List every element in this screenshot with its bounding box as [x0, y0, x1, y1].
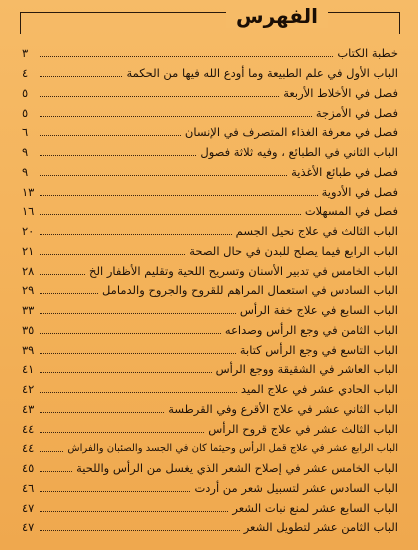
dot-leader: [40, 432, 204, 433]
toc-entry-title: الباب السادس عشر لتسبيل شعر من أردت: [194, 480, 398, 495]
dot-leader: [40, 293, 98, 294]
toc-entry: [22, 479, 398, 499]
page-title: الفهرس: [226, 4, 328, 28]
dot-leader: [40, 511, 228, 512]
toc-entry: [22, 103, 398, 123]
toc-entry: [22, 163, 398, 183]
toc-entry: [22, 518, 398, 538]
toc-entry: [22, 123, 398, 143]
toc-entry-title: الباب السابع في علاج خفة الرأس: [239, 303, 398, 318]
toc-entry-title: الباب الثامن في وجع الرأس وصداعه: [224, 322, 398, 337]
toc-entry: [22, 44, 398, 64]
toc-entry: [22, 498, 398, 518]
toc-entry-title: الباب الثاني في الطبائع ، وفيه ثلاثة فصول: [200, 145, 398, 160]
toc-entry-page-number: ٢٩: [22, 283, 35, 298]
toc-entry: [22, 321, 398, 341]
toc-entry-page-number: ٤٥: [22, 461, 35, 476]
toc-entry-title: فصل في طبائع الأغذية: [291, 164, 398, 179]
toc-entry-page-number: ٤٤: [22, 441, 35, 456]
toc-entry-page-number: ٢٨: [22, 263, 35, 278]
dot-leader: [40, 412, 164, 413]
toc-entry-title: الباب الأول في علم الطبيعة وما أودع الله فيها من الحكمة: [126, 66, 398, 81]
dot-leader: [40, 471, 72, 472]
toc-entry-title: الباب التاسع في وجع الرأس كتابة: [239, 342, 398, 357]
toc-entry-title: فصل في الأمزجة: [315, 105, 398, 120]
dot-leader: [40, 392, 237, 393]
dot-leader: [40, 135, 181, 136]
toc-entry-title: فصل في المسهلات: [304, 204, 398, 219]
dot-leader: [40, 353, 236, 354]
toc-entry: [22, 439, 398, 459]
dot-leader: [40, 313, 236, 314]
toc-entry: [22, 222, 398, 242]
dot-leader: [40, 56, 333, 57]
header-rule-left-tick: [20, 12, 21, 34]
dot-leader: [40, 116, 312, 117]
toc-entry-title: فصل في الأخلاط الأربعة: [283, 85, 398, 100]
header-rule-right-tick: [399, 12, 400, 34]
toc-entry-title: الباب الثالث عشر في علاج قروح الرأس: [208, 421, 398, 436]
dot-leader: [40, 234, 232, 235]
toc-entry-page-number: ١٣: [22, 184, 35, 199]
toc-entry: [22, 459, 398, 479]
toc-entry-title: الباب السادس في استعمال المراهم للقروح والجروح والدمامل: [101, 283, 398, 298]
toc-entry-page-number: ٤: [22, 66, 29, 81]
toc-entry-title: الباب السابع عشر لمنع نبات الشعر: [232, 500, 398, 515]
dot-leader: [40, 254, 185, 255]
toc-entry: [22, 360, 398, 380]
toc-entry-title: فصل في معرفة الغذاء المتصرف في الإنسان: [184, 125, 398, 140]
toc-entry-page-number: ٣: [22, 46, 29, 61]
dot-leader: [40, 372, 212, 373]
dot-leader: [40, 274, 85, 275]
toc-entry-title: الباب الخامس في تدبير الأسنان وتسريح اللحية وتقليم الأظفار الخ: [89, 263, 398, 278]
toc-entry: [22, 64, 398, 84]
dot-leader: [40, 76, 122, 77]
toc-entry-page-number: ٤٧: [22, 500, 35, 515]
toc-entry-page-number: ١٦: [22, 204, 35, 219]
toc-entry-page-number: ٤٣: [22, 401, 35, 416]
toc-entry: [22, 261, 398, 281]
toc-entry-title: الباب الرابع فيما يصلح للبدن في حال الصحة: [189, 243, 398, 258]
toc-entry: [22, 301, 398, 321]
toc-entry-page-number: ٤٧: [22, 520, 35, 535]
toc-entry: [22, 380, 398, 400]
toc-entry: [22, 242, 398, 262]
toc-entry-title: خطبة الكتاب: [337, 46, 398, 61]
toc-entry: [22, 419, 398, 439]
dot-leader: [40, 530, 240, 531]
toc-entry: [22, 400, 398, 420]
toc-entry-page-number: ٩: [22, 145, 29, 160]
page-header: [16, 4, 400, 34]
toc-entry: [22, 340, 398, 360]
dot-leader: [40, 491, 190, 492]
toc-entry-title: الباب الرابع عشر في علاج قمل الرأس وحيثما كان في الجسد والصئبان والفراش: [67, 443, 398, 455]
toc-entry-title: الباب العاشر في الشقيقة ووجع الرأس: [215, 362, 398, 377]
toc-entry-title: الباب الثالث في علاج نحيل الجسم: [235, 224, 398, 239]
toc-entry-title: فصل في الأدوية: [321, 184, 398, 199]
toc-entry-page-number: ٢٠: [22, 224, 35, 239]
toc-entry: [22, 281, 398, 301]
toc-entry-page-number: ٤١: [22, 362, 35, 377]
toc-entry-page-number: ٩: [22, 164, 29, 179]
dot-leader: [40, 96, 279, 97]
toc-entry-page-number: ٦: [22, 125, 29, 140]
header-rule: [20, 12, 400, 13]
toc-entry-page-number: ٤٢: [22, 382, 35, 397]
toc-entry-title: الباب الثاني عشر في علاج الأقرع وفي القرطسة: [168, 401, 398, 416]
dot-leader: [40, 451, 63, 452]
dot-leader: [40, 155, 196, 156]
dot-leader: [40, 175, 287, 176]
toc-entry: [22, 182, 398, 202]
table-of-contents: [22, 44, 398, 538]
toc-entry-title: الباب الثامن عشر لتطويل الشعر: [243, 520, 398, 535]
toc-entry-title: الباب الخامس عشر في إصلاح الشعر الذي يغسل من الرأس واللحية: [76, 461, 398, 476]
toc-entry: [22, 143, 398, 163]
toc-entry-page-number: ٥: [22, 85, 29, 100]
toc-entry-page-number: ٤٤: [22, 421, 35, 436]
toc-entry-page-number: ٤٦: [22, 480, 35, 495]
toc-entry-page-number: ٥: [22, 105, 29, 120]
toc-entry-page-number: ٣٩: [22, 342, 35, 357]
toc-entry-page-number: ٢١: [22, 243, 35, 258]
dot-leader: [40, 195, 318, 196]
dot-leader: [40, 333, 221, 334]
dot-leader: [40, 214, 301, 215]
toc-entry-title: الباب الحادي عشر في علاج الميد: [240, 382, 398, 397]
toc-entry: [22, 202, 398, 222]
toc-entry-page-number: ٣٣: [22, 303, 35, 318]
toc-entry-page-number: ٣٥: [22, 322, 35, 337]
toc-entry: [22, 84, 398, 104]
